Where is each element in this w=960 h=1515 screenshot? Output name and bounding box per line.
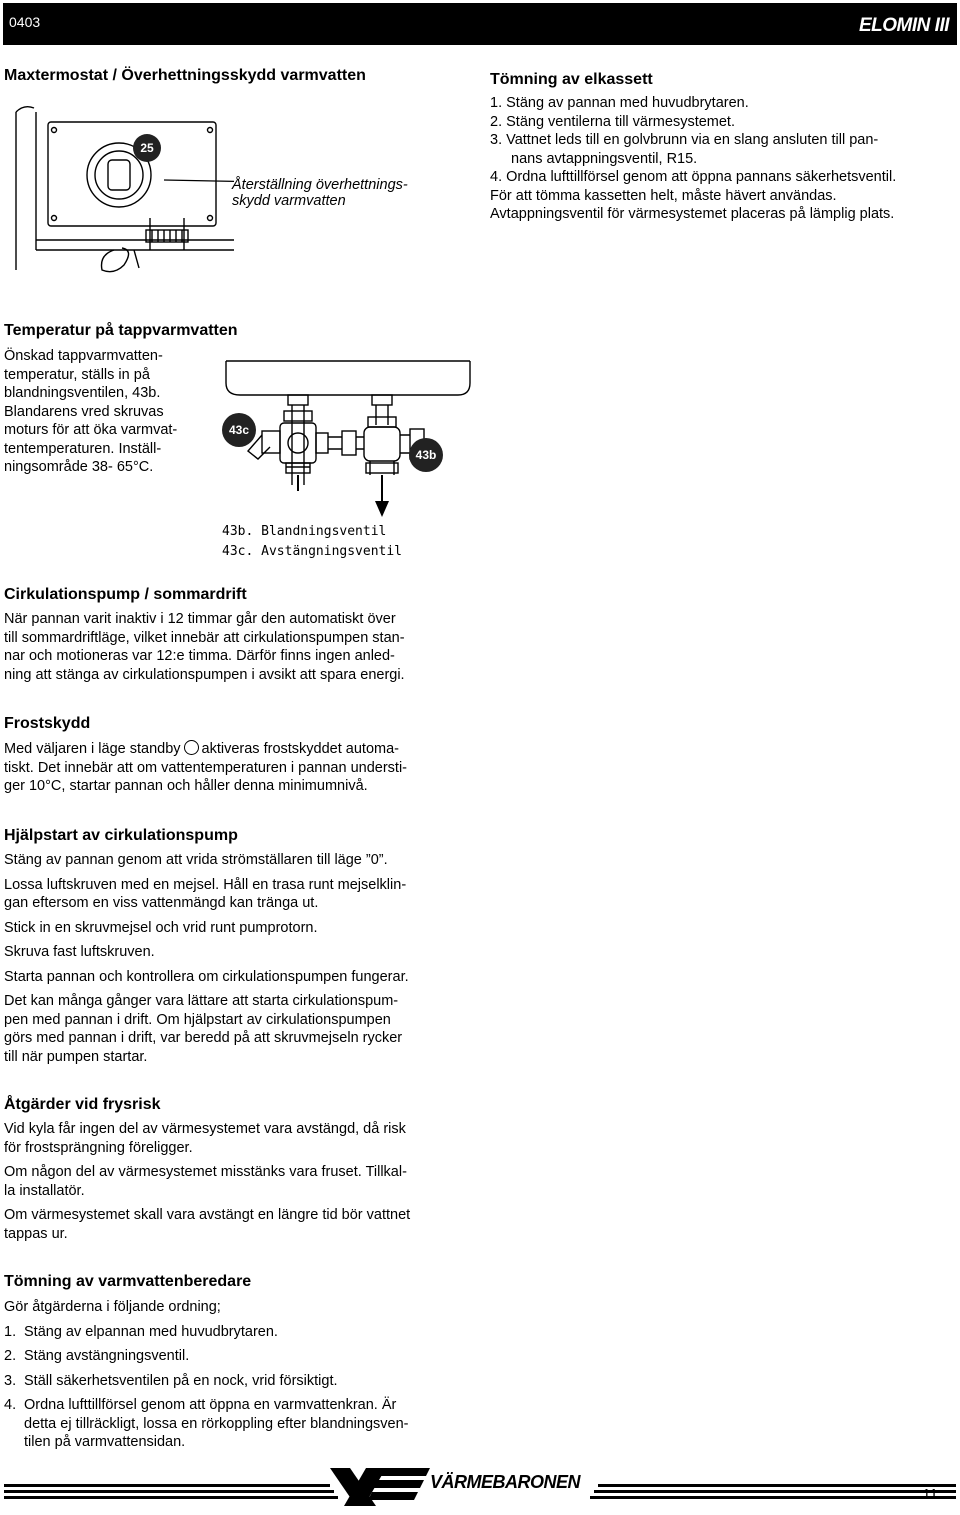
frysrisk-line: tappas ur. [4,1225,68,1242]
standby-circle-icon [184,740,199,755]
frostskydd-line-1a: Med väljaren i läge standby [4,741,181,757]
elkassett-line: 1. Stäng av pannan med huvudbrytaren. [490,95,749,111]
hjalpstart-line: gan eftersom en viss vattenmängd kan tränga ut. [4,895,319,911]
hjalpstart-paragraph [4,992,494,1066]
step-line: Ordna lufttillförsel genom att öppna en varmvattenkran. Är [24,1397,397,1413]
temperatur-line: moturs för att öka varmvat- [4,422,178,438]
hjalpstart-paragraph [4,876,494,913]
maxtermostat-illustration [14,100,234,275]
hjalpstart-line: till när pumpen startar. [4,1048,148,1065]
hjalpstart-line: pen med pannan i drift. Om hjälpstart av cirkulationspumpen [4,1011,391,1028]
cirkulation-line: nar och motioneras var 12:e timma. Därför finns ingen anled- [4,648,395,664]
frysrisk-paragraph [4,1206,494,1243]
callout-line-2: skydd varmvatten [232,193,346,209]
step-line: Ställ säkerhetsventilen på en nock, vrid försiktigt. [24,1372,338,1389]
header-bar [3,3,957,45]
frostskydd-line: ger 10°C, startar pannan och håller denna minimumnivå. [4,778,368,794]
frysrisk-line: Om någon del av värmesystemet misstänks vara fruset. Tillkal- [4,1164,407,1180]
frostskydd-line [4,740,494,759]
brand-logo: ELOMIN III [859,15,949,36]
step-line: detta ej tillräckligt, lossa en rörkoppling efter blandningsven- [24,1415,409,1432]
hjalpstart-line: Skruva fast luftskruven. [4,944,155,960]
varmvatten-text [4,1298,494,1452]
varmvatten-step [4,1347,494,1366]
footer-logo-text: VÄRMEBARONEN [430,1472,581,1492]
maxtermostat-title: Maxtermostat / Överhettningsskydd varmvatten [4,67,366,84]
hjalpstart-line: Stick in en skruvmejsel och vrid runt pumprotorn. [4,919,318,936]
cirkulation-line: ning att stänga av cirkulationspumpen i avsikt att spara energi. [4,666,405,683]
hjalpstart-line: Lossa luftskruven med en mejsel. Håll en trasa runt mejselklin- [4,876,407,893]
elkassett-line: nans avtappningsventil, R15. [511,150,698,167]
step-line: Stäng avstängningsventil. [24,1348,190,1364]
temperatur-title: Temperatur på tappvarmvatten [4,322,238,339]
temperatur-line: Blandarens vred skruvas [4,403,164,420]
step-number: 2. [4,1348,17,1364]
varmvatten-step [4,1372,494,1391]
step-number: 4. [4,1397,17,1413]
hjalpstart-line: Stäng av pannan genom att vrida strömställaren till läge ”0”. [4,852,388,868]
legend-43b: 43b. Blandningsventil [222,524,387,539]
frysrisk-title: Åtgärder vid frysrisk [4,1096,161,1113]
frysrisk-paragraph [4,1120,494,1157]
elkassett-text [490,94,950,224]
step-line: Stäng av elpannan med huvudbrytaren. [24,1323,278,1340]
temperatur-line: ningsområde 38- 65°C. [4,459,154,475]
varmvatten-title: Tömning av varmvattenberedare [4,1273,252,1290]
hjalpstart-text [4,851,494,1066]
legend-43c: 43c. Avstängningsventil [222,544,403,559]
valve-illustration [220,355,480,520]
hjalpstart-paragraph [4,919,494,938]
badge-25: 25 [133,134,161,162]
varmvatten-intro: Gör åtgärderna i följande ordning; [4,1299,221,1315]
page-number: 11 [922,1486,938,1503]
cirkulation-line: till sommardriftläge, vilket innebär att cirkulationspumpen stan- [4,629,405,646]
temperatur-line: temperatur, ställs in på [4,366,150,383]
cirkulation-line: När pannan varit inaktiv i 12 timmar går den automatiskt över [4,611,396,627]
step-number: 3. [4,1372,17,1389]
hjalpstart-line: Det kan många gånger vara lättare att starta cirkulationspum- [4,993,399,1009]
hjalpstart-paragraph [4,943,494,962]
elkassett-title: Tömning av elkassett [490,71,653,88]
elkassett-line: Avtappningsventil för värmesystemet placeras på lämplig plats. [490,206,895,222]
temperatur-line: tentemperaturen. Inställ- [4,440,162,457]
frostskydd-line: tiskt. Det innebär att om vattentemperaturen i pannan understi- [4,759,407,776]
frostskydd-text [4,740,494,796]
frysrisk-text [4,1120,494,1243]
hjalpstart-title: Hjälpstart av cirkulationspump [4,827,238,844]
elkassett-line: 4. Ordna lufttillförsel genom att öppna pannans säkerhetsventil. [490,169,897,185]
varmvatten-step [4,1396,494,1452]
badge-43c: 43c [222,413,256,447]
callout-reset [232,177,408,209]
hjalpstart-paragraph [4,851,494,870]
hjalpstart-line: görs med pannan i drift, var beredd på att skruvmejseln rycker [4,1030,403,1046]
step-line: tilen på varmvattensidan. [24,1434,186,1450]
elkassett-line: 2. Stäng ventilerna till värmesystemet. [490,113,735,130]
hjalpstart-paragraph [4,968,494,987]
elkassett-line: 3. Vattnet leds till en golvbrunn via en slang ansluten till pan- [490,132,879,148]
badge-43b: 43b [409,438,443,472]
callout-line-1: Återställning överhettnings- [232,177,408,193]
frysrisk-line: för frostsprängning föreligger. [4,1139,193,1156]
doc-code: 0403 [9,14,41,30]
frostskydd-line-1b: aktiveras frostskyddet automa- [201,741,399,757]
frysrisk-paragraph [4,1163,494,1200]
varmvatten-step [4,1323,494,1342]
hjalpstart-line: Starta pannan och kontrollera om cirkulationspumpen fungerar. [4,968,409,985]
frysrisk-line: Om värmesystemet skall vara avstängt en längre tid bör vattnet [4,1207,411,1223]
temperatur-line: blandningsventilen, 43b. [4,385,161,401]
temperatur-line: Önskad tappvarmvatten- [4,348,163,364]
frostskydd-title: Frostskydd [4,715,91,732]
frysrisk-line: la installatör. [4,1182,85,1199]
cirkulation-title: Cirkulationspump / sommardrift [4,586,247,603]
frysrisk-line: Vid kyla får ingen del av värmesystemet vara avstängd, då risk [4,1121,406,1137]
temperatur-text [4,347,219,477]
step-number: 1. [4,1323,17,1340]
cirkulation-text [4,610,494,684]
elkassett-line: För att tömma kassetten helt, måste hävert användas. [490,187,837,204]
